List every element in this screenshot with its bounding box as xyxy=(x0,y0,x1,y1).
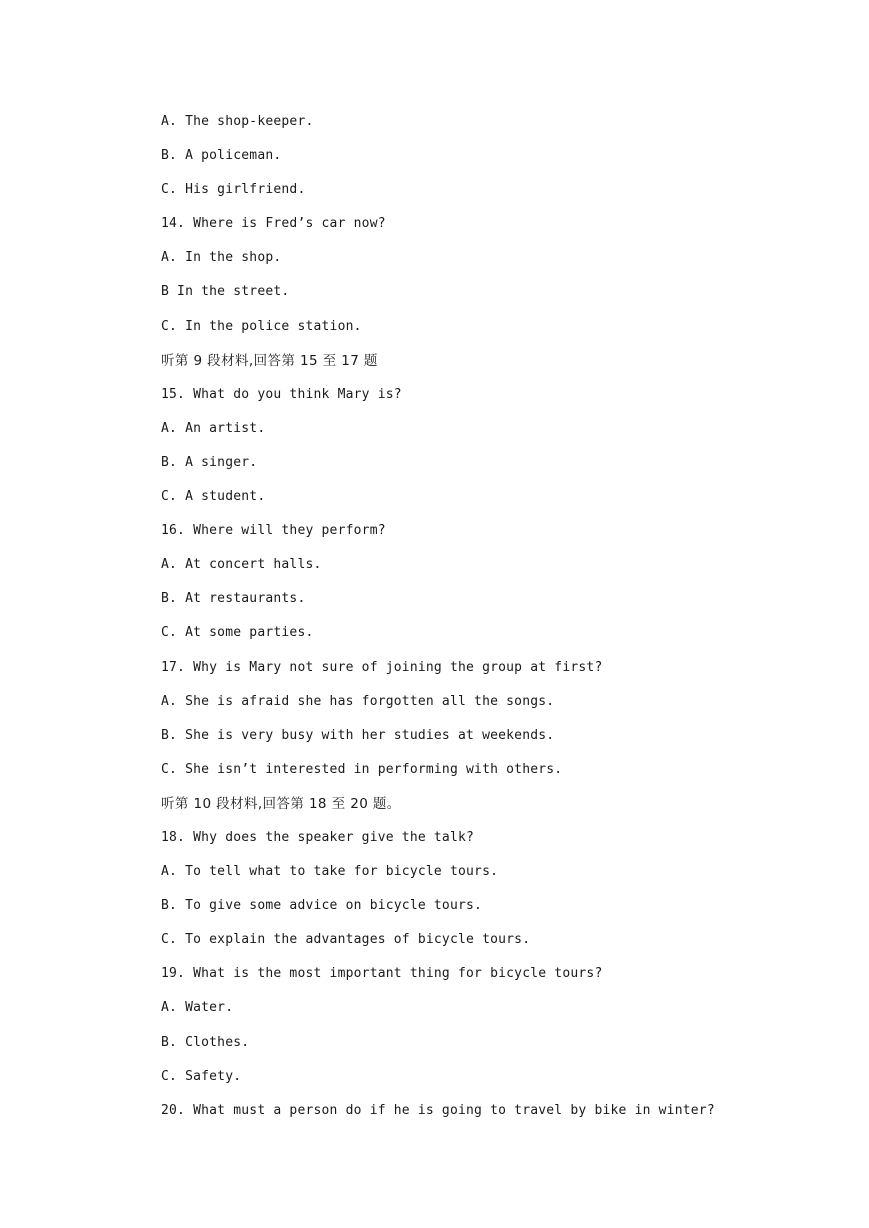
section-instruction: 听第 9 段材料,回答第 15 至 17 题 xyxy=(161,352,378,369)
answer-option: B. Clothes. xyxy=(161,1034,250,1050)
answer-option: B. She is very busy with her studies at weekends. xyxy=(161,727,555,743)
answer-option: A. The shop-keeper. xyxy=(161,114,314,129)
answer-option: C. At some parties. xyxy=(161,625,314,641)
question-text: 20. What must a person do if he is going to travel by bike in winter? xyxy=(161,1102,715,1118)
question-text: 15. What do you think Mary is? xyxy=(161,386,402,402)
exam-text-lines xyxy=(161,112,801,1135)
answer-option: C. She isn’t interested in performing with others. xyxy=(161,761,563,777)
answer-option: C. To explain the advantages of bicycle tours. xyxy=(161,932,531,948)
answer-option: C. In the police station. xyxy=(161,318,362,334)
question-text: 19. What is the most important thing for bicycle tours? xyxy=(161,966,603,982)
answer-option: C. His girlfriend. xyxy=(161,182,306,198)
question-text: 18. Why does the speaker give the talk? xyxy=(161,829,475,845)
answer-option: B In the street. xyxy=(161,284,290,300)
answer-option: A. Water. xyxy=(161,1000,234,1016)
answer-option: A. At concert halls. xyxy=(161,557,322,573)
answer-option: A. In the shop. xyxy=(161,250,282,266)
answer-option: C. A student. xyxy=(161,489,266,505)
answer-option: B. A singer. xyxy=(161,454,258,470)
section-instruction: 听第 10 段材料,回答第 18 至 20 题。 xyxy=(161,795,401,812)
question-text: 16. Where will they perform? xyxy=(161,523,386,539)
answer-option: A. To tell what to take for bicycle tours. xyxy=(161,864,499,880)
answer-option: A. She is afraid she has forgotten all the songs. xyxy=(161,693,555,709)
answer-option: B. A policeman. xyxy=(161,148,282,164)
answer-option: B. At restaurants. xyxy=(161,591,306,607)
question-text: 14. Where is Fred’s car now? xyxy=(161,216,386,232)
question-text: 17. Why is Mary not sure of joining the group at first? xyxy=(161,659,603,675)
answer-option: C. Safety. xyxy=(161,1068,242,1084)
answer-option: A. An artist. xyxy=(161,420,266,436)
answer-option: B. To give some advice on bicycle tours. xyxy=(161,898,483,914)
